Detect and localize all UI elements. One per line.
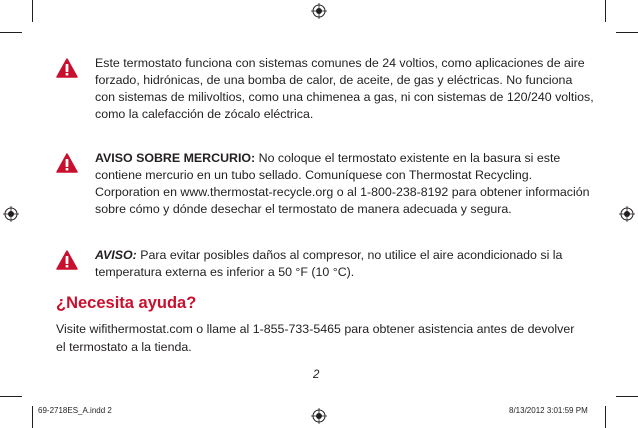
warning-icon <box>56 250 78 270</box>
warning-paragraph-compressor <box>95 247 595 281</box>
warning-text: No coloque el termostato existente en la basura si este contiene mercurio en un tubo sellado. Comuníquese con Thermostat Recycling. Corporation en www.thermostat-recycle.org o al 1-800-238-8192 para obtener información sobre cómo y dónde desechar el termostato de manera adecuada y segura. <box>95 151 590 216</box>
help-heading: ¿Necesita ayuda? <box>56 294 197 312</box>
warning-text: Para evitar posibles daños al compresor, no utilice el aire acondicionado si la temperatura externa es inferior a 50 °F (10 °C). <box>95 248 563 279</box>
crop-mark <box>32 406 33 428</box>
registration-mark-icon <box>3 206 19 222</box>
warning-icon <box>56 58 78 78</box>
warning-title: AVISO SOBRE MERCURIO: <box>95 151 256 165</box>
warning-paragraph-mercury <box>95 150 595 218</box>
crop-mark <box>0 396 22 397</box>
crop-mark <box>0 32 22 33</box>
crop-mark <box>616 32 638 33</box>
warning-icon <box>56 153 78 173</box>
help-body: Visite wifithermostat.com o llame al 1-855-733-5465 para obtener asistencia antes de devolver el termostato a la tienda. <box>56 322 575 354</box>
crop-mark <box>32 0 33 22</box>
warning-text: Este termostato funciona con sistemas comunes de 24 voltios, como aplicaciones de aire forzado, hidrónicas, de una bomba de calor, de aceite, de gas y eléctricas. No funciona con sistemas de milivoltios, como una chimenea a gas, ni con sistemas de 120/240 voltios, como la calefacción de zócalo eléctrica. <box>95 56 594 121</box>
registration-mark-icon <box>311 408 327 424</box>
warning-paragraph-voltage <box>95 55 595 123</box>
crop-mark <box>605 0 606 22</box>
warning-title: AVISO: <box>95 248 137 262</box>
footer-file-name: 69-2718ES_A.indd 2 <box>38 406 112 415</box>
crop-mark <box>616 396 638 397</box>
registration-mark-icon <box>619 206 635 222</box>
crop-mark <box>605 406 606 428</box>
registration-mark-icon <box>311 3 327 19</box>
page-number: 2 <box>313 369 320 381</box>
footer-datetime: 8/13/2012 3:01:59 PM <box>509 406 588 415</box>
